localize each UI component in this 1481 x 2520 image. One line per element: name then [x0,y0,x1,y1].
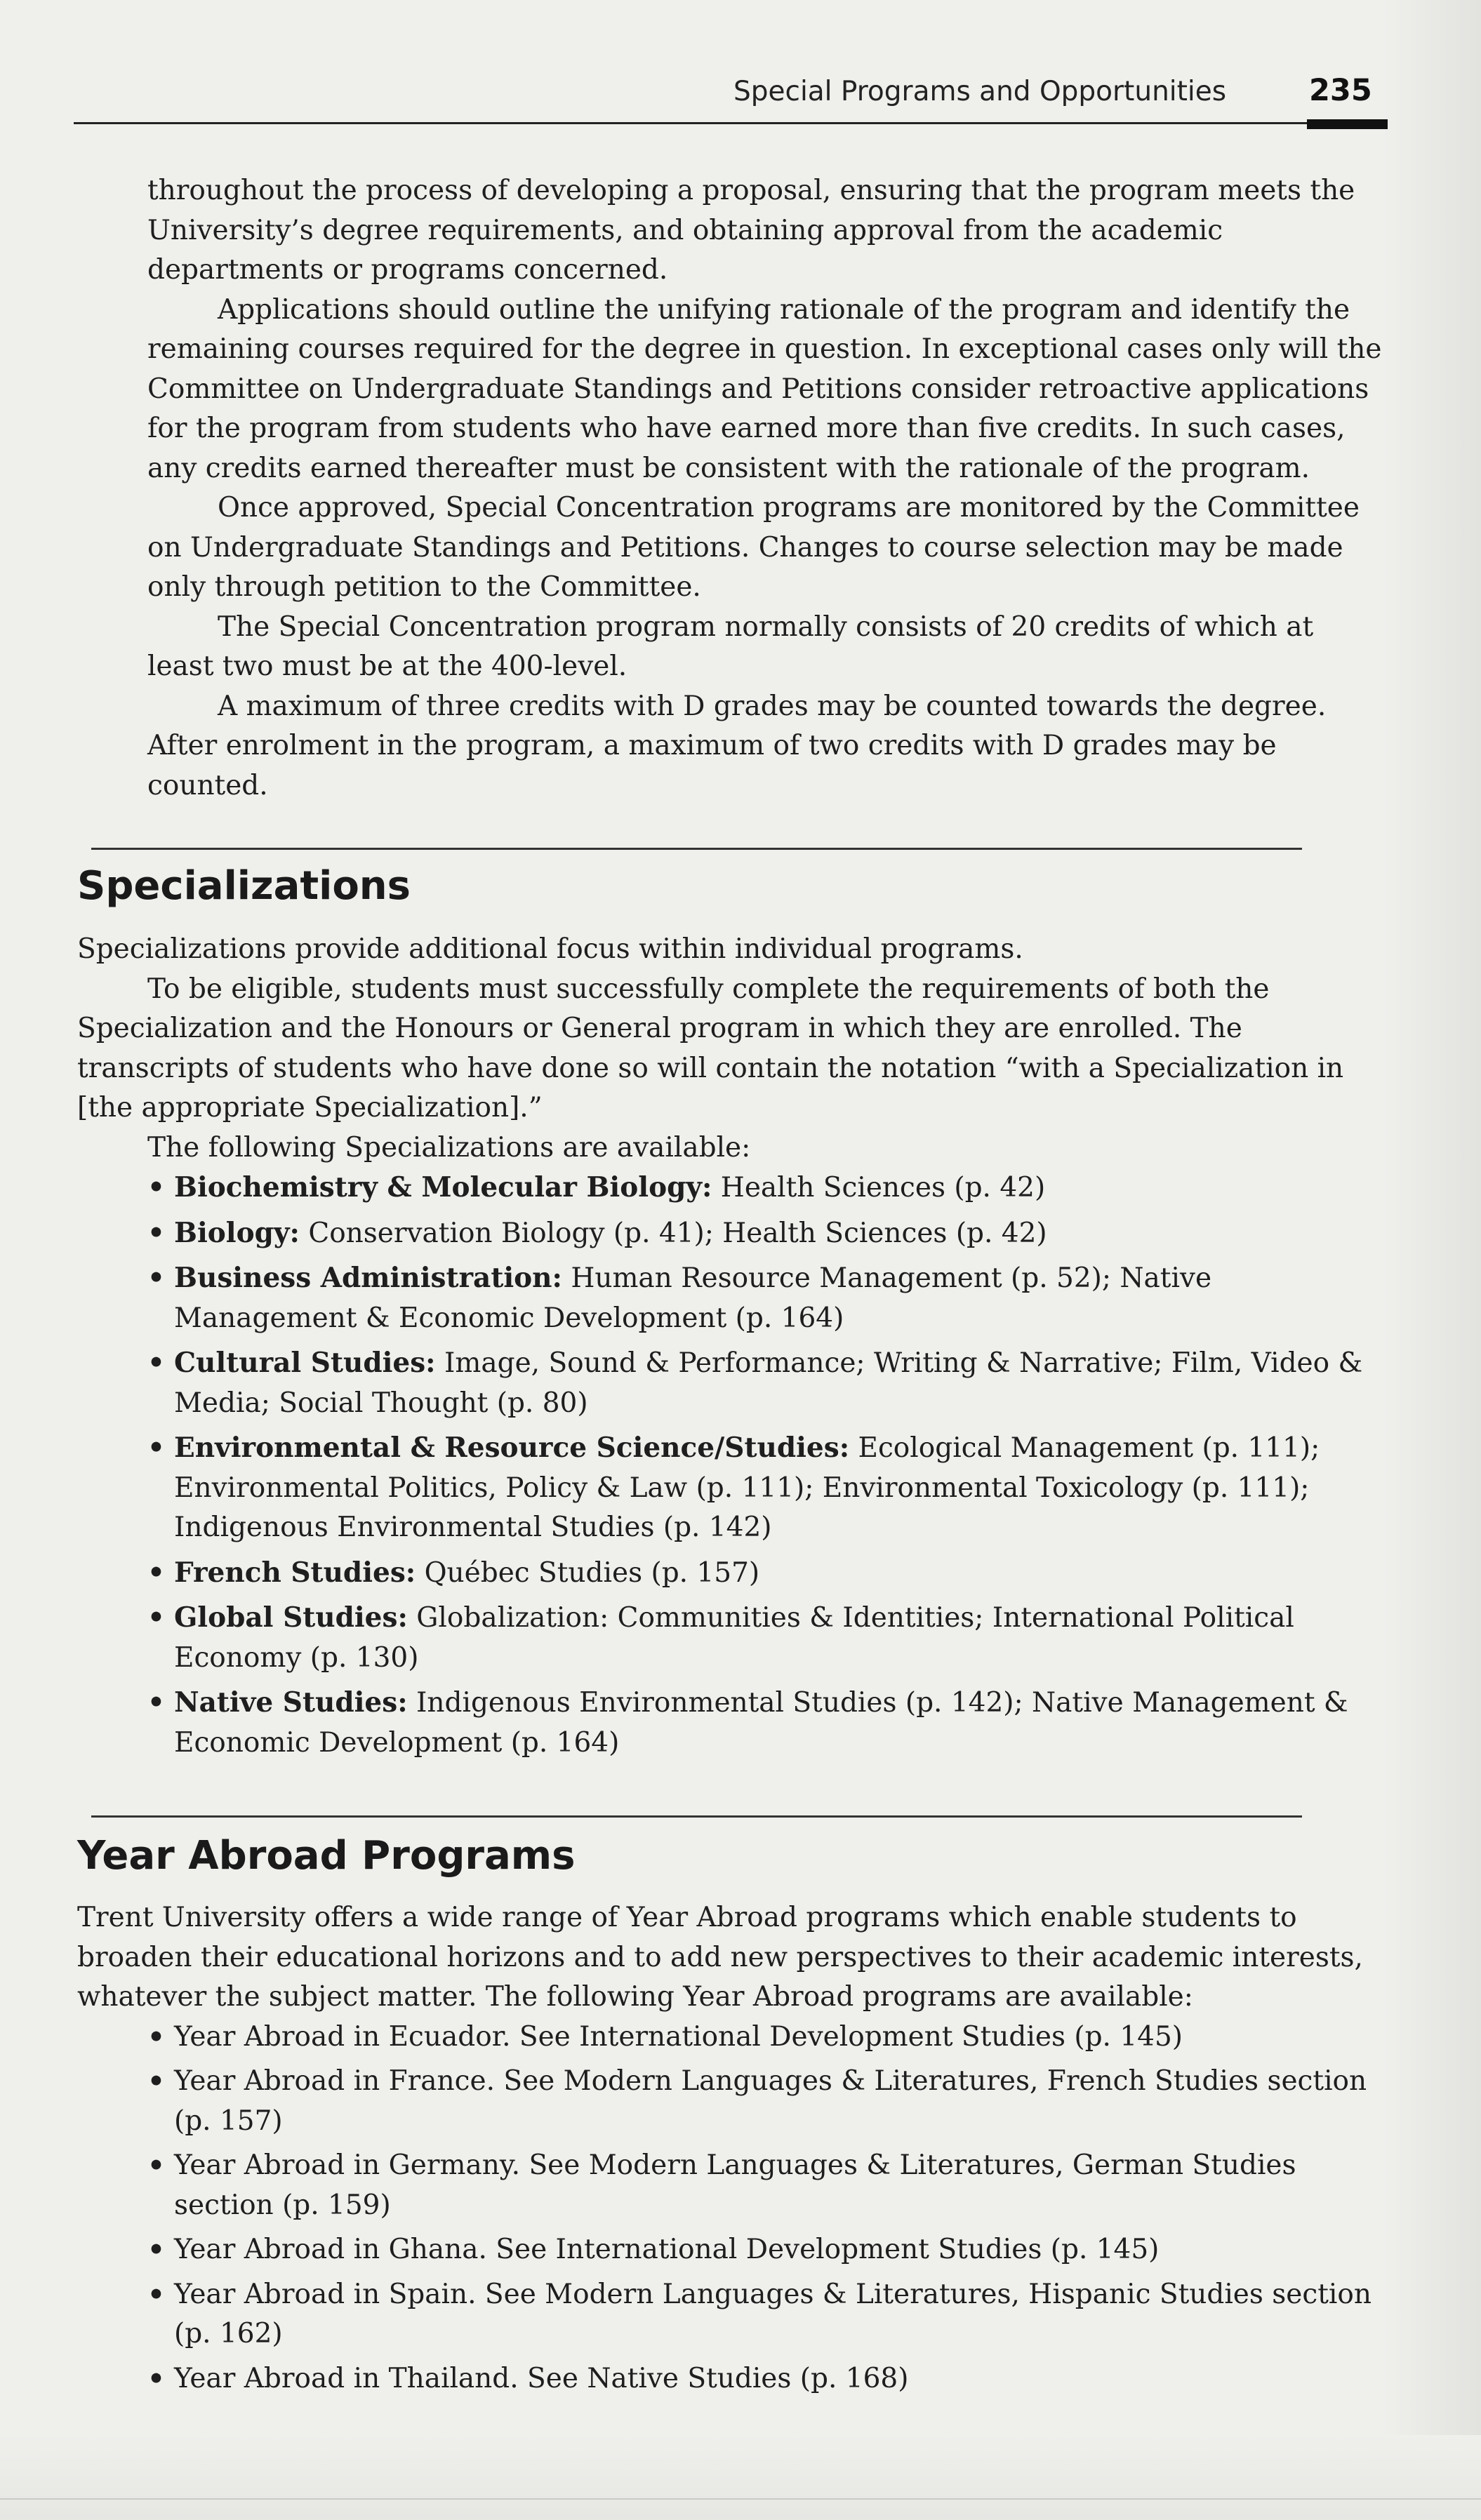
year-abroad-item: Year Abroad in Ecuador. See International Development Studies (p. 145) [174,2020,1183,2053]
bullet-icon: • [147,2020,165,2053]
paragraph: throughout the process of developing a proposal, ensuring that the program meets the University’s degree requirements, and obtaining approval from the academic departments or programs concerned. [147,175,1355,286]
bullet-icon: • [147,1347,165,1379]
bullet-icon: • [147,1432,165,1464]
section-heading-specializations: Specializations [77,863,411,909]
year-abroad-item: Year Abroad in Germany. See Modern Languages & Literatures, German Studies section (p. 159) [174,2149,1296,2221]
specialization-detail: Québec Studies (p. 157) [416,1556,760,1589]
program-name: Biology: [174,1216,300,1249]
list-item [147,2146,1383,2225]
bullet-icon: • [147,2065,165,2098]
list-item [147,2018,1383,2058]
bullet-icon: • [147,1262,165,1294]
program-name: Environmental & Resource Science/Studies: [174,1432,850,1464]
bullet-icon: • [147,2278,165,2311]
specializations-body [77,930,1383,1768]
page-number: 235 [1309,73,1372,108]
program-name: Native Studies: [174,1686,408,1719]
paragraph: The Special Concentration program normally consists of 20 credits of which at least two must be at the 400-level. [147,611,1314,682]
year-abroad-item: Year Abroad in France. See Modern Languages & Literatures, French Studies section (p. 157) [174,2065,1367,2137]
specialization-detail: Human Resource Management (p. 52); Native Management & Economic Development (p. 164) [174,1262,1212,1334]
bullet-icon: • [147,2362,165,2395]
list-item [147,2230,1383,2270]
paragraph: Once approved, Special Concentration programs are monitored by the Committee on Undergraduate Standings and Petitions. Changes to course selection may be made only through petition to the Committee. [147,492,1360,603]
paragraph: Trent University offers a wide range of Year Abroad programs which enable students to broaden their educational horizons and to add new perspectives to their academic interests, whatever the subject matter. The following Year Abroad programs are available: [77,1902,1363,2013]
specialization-detail: Health Sciences (p. 42) [712,1172,1046,1204]
specialization-detail: Conservation Biology (p. 41); Health Sciences (p. 42) [299,1217,1047,1249]
year-abroad-body [77,1898,1383,2404]
special-concentration-text [147,171,1383,806]
page-edge-shadow [1383,0,1481,2520]
specialization-detail: Ecological Management (p. 111); Environmental Politics, Policy & Law (p. 111); Environmental Toxicology (p. 111); Indigenous Environmental Studies (p. 142) [174,1432,1320,1543]
year-abroad-list [147,2018,1383,2399]
section-rule [91,848,1302,850]
program-name: Biochemistry & Molecular Biology: [174,1171,712,1204]
list-item [147,1213,1383,1254]
program-name: Cultural Studies: [174,1347,436,1379]
list-item [147,1598,1383,1678]
section-rule [91,1815,1302,1818]
bullet-icon: • [147,1686,165,1719]
page-bottom-edge [0,2498,1481,2500]
specialization-detail: Image, Sound & Performance; Writing & Narrative; Film, Video & Media; Social Thought (p. 80) [174,1347,1363,1419]
year-abroad-item: Year Abroad in Thailand. See Native Studies (p. 168) [174,2362,909,2394]
year-abroad-item: Year Abroad in Spain. See Modern Languages & Literatures, Hispanic Studies section (p. 162) [174,2278,1372,2349]
list-item [147,2359,1383,2399]
header-rule [74,122,1386,124]
program-name: Business Administration: [174,1262,562,1294]
specializations-list [147,1168,1383,1763]
list-item [147,1683,1383,1763]
paragraph: A maximum of three credits with D grades may be counted towards the degree. After enrolment in the program, a maximum of two credits with D grades may be counted. [147,690,1327,801]
list-item [147,2275,1383,2354]
list-item [147,2062,1383,2141]
header-bar [1307,119,1388,129]
section-heading-year-abroad: Year Abroad Programs [77,1833,576,1879]
bullet-icon: • [147,2234,165,2266]
list-item [147,1168,1383,1208]
paragraph: Specializations provide additional focus within individual programs. [77,933,1023,965]
bullet-icon: • [147,1216,165,1249]
paragraph: The following Specializations are available: [147,1131,751,1164]
running-header-title: Special Programs and Opportunities [733,76,1227,107]
paragraph: To be eligible, students must successfully complete the requirements of both the Specialization and the Honours or General program in which they are enrolled. The transcripts of students who have done so will contain the notation “with a Specialization in [the appropriate Specialization].” [77,973,1344,1124]
bullet-icon: • [147,1171,165,1204]
year-abroad-item: Year Abroad in Ghana. See International Development Studies (p. 145) [174,2234,1160,2265]
list-item [147,1343,1383,1423]
list-item [147,1428,1383,1548]
bullet-icon: • [147,1601,165,1634]
specialization-detail: Indigenous Environmental Studies (p. 142); Native Management & Economic Development (p. 164) [174,1687,1348,1759]
bullet-icon: • [147,1556,165,1589]
bullet-icon: • [147,2149,165,2182]
list-item [147,1553,1383,1594]
paragraph: Applications should outline the unifying rationale of the program and identify the remaining courses required for the degree in question. In exceptional cases only will the Committee on Undergraduate Standings and Petitions consider retroactive applications for the program from students who have earned more than five credits. In such cases, any credits earned thereafter must be consistent with the rationale of the program. [147,293,1382,484]
program-name: Global Studies: [174,1601,408,1634]
list-item [147,1258,1383,1338]
specialization-detail: Globalization: Communities & Identities; International Political Economy (p. 130) [174,1602,1294,1674]
program-name: French Studies: [174,1556,416,1589]
page-bottom-shadow [0,2435,1481,2520]
